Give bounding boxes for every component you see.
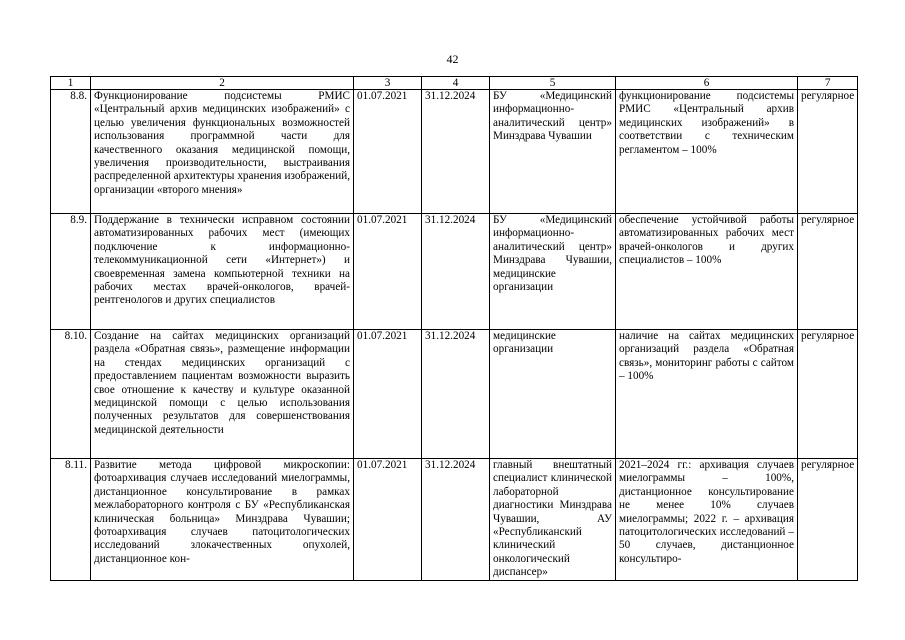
measure-text: Поддержание в технически исправном состоянии автоматизированных рабочих мест (имеющих подключение к информационно-телекоммуникационной сети «Интернет») и своевременная замена компьютерной техники на рабочих местах врачей-онкологов, врачей-рентгенологов и других специалистов [91,214,354,330]
end-date: 31.12.2024 [422,330,490,459]
header-cell: 2 [91,77,354,90]
end-date: 31.12.2024 [422,90,490,214]
header-cell: 7 [798,77,858,90]
header-cell: 3 [354,77,422,90]
start-date: 01.07.2021 [354,459,422,581]
result-text: наличие на сайтах медицинских организаций раздела «Обратная связь», мониторинг работы с сайтом – 100% [616,330,798,459]
table-header-row [51,77,858,90]
start-date: 01.07.2021 [354,330,422,459]
type-text: регулярное [798,459,858,581]
header-cell: 4 [422,77,490,90]
result-text: 2021–2024 гг.: архивация случаев миелограммы – 100%, дистанционное консультирование не менее 10% случаев миелограммы; 2022 г. – архивация патоцитологических исследований – 50 случаев, дистанционное консультиро- [616,459,798,581]
row-number: 8.11. [51,459,91,581]
type-text: регулярное [798,214,858,330]
row-number: 8.9. [51,214,91,330]
page-number: 42 [446,52,459,66]
measure-text: Функционирование подсистемы РМИС «Центральный архив медицинских изображений» с целью увеличения функциональных возможностей использования программной части для качественного оказания медицинской помощи, увеличения производительности, выстраивания распределенной архитектуры хранения изображений, организации «второго мнения» [91,90,354,214]
row-number: 8.8. [51,90,91,214]
measure-text: Создание на сайтах медицинских организаций раздела «Обратная связь», размещение информации на стендах медицинских организаций с предоставлением пациентам возможности выразить свое отношение к качеству и культуре оказанной медицинской помощи с целью использования полученных результатов для совершенствования медицинской деятельности [91,330,354,459]
start-date: 01.07.2021 [354,214,422,330]
row-number: 8.10. [51,330,91,459]
executor-text: БУ «Медицинский информационно-аналитический центр» Минздрава Чувашии [490,90,616,214]
measures-table [50,76,858,581]
executor-text: медицинские организации [490,330,616,459]
measure-text: Развитие метода цифровой микроскопии: фотоархивация случаев исследований миелограммы, дистанционное консультирование в рамках межлабораторного контроля с БУ «Республиканская клиническая больница» Минздрава Чувашии; фотоархивация случаев патоцитологических исследований злокачественных опухолей, дистанционное кон- [91,459,354,581]
table-row [51,459,858,581]
executor-text: главный внештатный специалист клинической лабораторной диагностики Минздрава Чувашии, АУ «Республиканский клинический онкологический диспансер» [490,459,616,581]
result-text: функционирование подсистемы РМИС «Центральный архив медицинских изображений» в соответствии с техническим регламентом – 100% [616,90,798,214]
header-cell: 6 [616,77,798,90]
type-text: регулярное [798,90,858,214]
executor-text: БУ «Медицинский информационно-аналитический центр» Минздрава Чувашии, медицинские организации [490,214,616,330]
table-row [51,214,858,330]
header-cell: 5 [490,77,616,90]
table-row [51,330,858,459]
type-text: регулярное [798,330,858,459]
table-row [51,90,858,214]
end-date: 31.12.2024 [422,214,490,330]
end-date: 31.12.2024 [422,459,490,581]
result-text: обеспечение устойчивой работы автоматизированных рабочих мест врачей-онкологов и других специалистов – 100% [616,214,798,330]
start-date: 01.07.2021 [354,90,422,214]
header-cell: 1 [51,77,91,90]
